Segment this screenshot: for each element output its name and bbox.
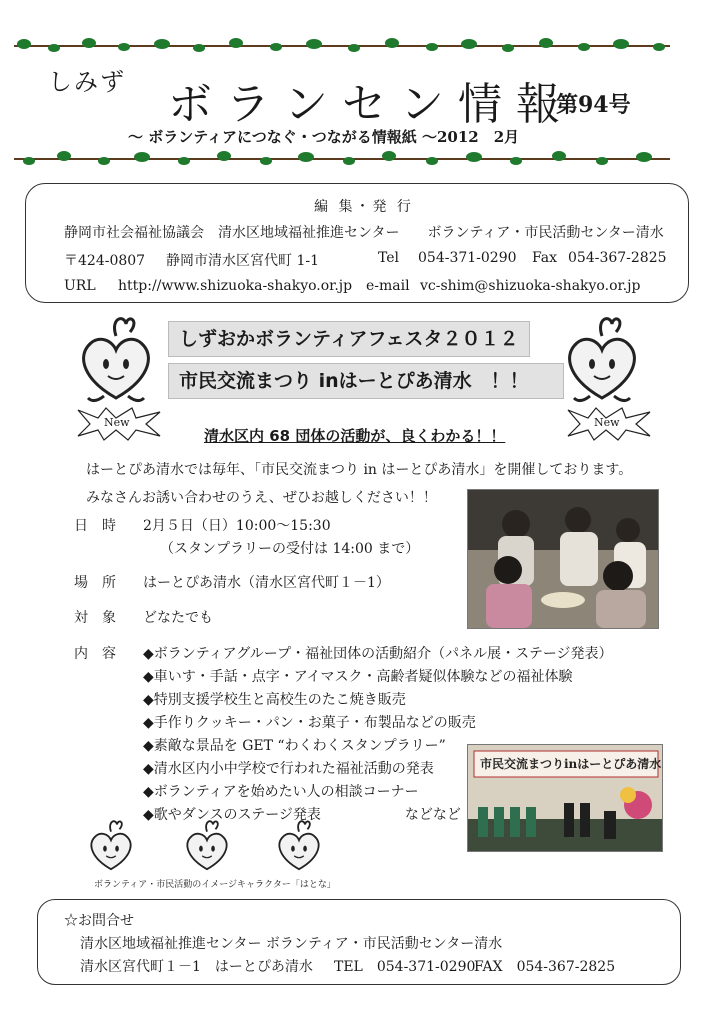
intro-line-1: はーとぴあ清水では毎年、「市民交流まつり in はーとぴあ清水」を開催しております。 [86, 462, 633, 478]
mascot-hatona-small-1 [84, 816, 138, 874]
masthead-title: ボランセン情報 [168, 79, 574, 130]
place-label: 場所 [74, 575, 130, 591]
content-item: ◆特別支援学校生と高校生のたこ焼き販売 [143, 692, 406, 708]
fax-label: Fax [532, 250, 558, 266]
date-note: （スタンプラリーの受付は 14:00 まで） [160, 541, 420, 557]
mascot-hatona-small-3 [272, 816, 326, 874]
fax-number: 054-367-2825 [568, 250, 667, 266]
content-item: ◆歌やダンスのステージ発表 などなど [143, 807, 461, 823]
event-banner-festa: しずおかボランティアフェスタ２０１２ [168, 321, 530, 357]
date-value: 2月５日（日）10:00～15:30 [143, 518, 331, 534]
mascot-hatona-left [74, 310, 158, 406]
tel-label: Tel [378, 250, 400, 266]
postal-code: 〒424-0807 [64, 253, 146, 269]
masthead-city: しみず [48, 68, 126, 96]
contact-address: 清水区宮代町１－1 はーとぴあ清水 [80, 959, 313, 975]
content-item: ◆清水区内小中学校で行われた福祉活動の発表 [143, 761, 434, 777]
bottom-vine-decoration [14, 150, 670, 168]
new-badge-left [76, 406, 162, 442]
url-label: URL [64, 278, 96, 294]
publisher-info-box [25, 183, 689, 303]
publisher-address: 静岡市清水区宮代町 1-1 [166, 253, 319, 269]
new-badge-right-text: New [594, 416, 620, 429]
email-link[interactable]: vc-shim@shizuoka-shakyo.or.jp [420, 278, 641, 294]
date-label: 日時 [74, 518, 130, 534]
masthead-subtitle: ～ ボランティアにつなぐ・つながる情報紙 ～2012 2月 [128, 128, 520, 146]
new-badge-right [566, 406, 652, 442]
website-link[interactable]: http://www.shizuoka-shakyo.or.jp [118, 278, 353, 294]
event-headline: 清水区内 68 団体の活動が、良くわかる！！ [204, 427, 506, 445]
contact-heading: ☆お問合せ [64, 913, 134, 929]
content-item: ◆ボランティアグループ・福祉団体の活動紹介（パネル展・ステージ発表） [143, 646, 613, 662]
email-label: e-mail [366, 278, 410, 294]
character-caption: ボランティア・市民活動のイメージキャラクター「はとな」 [94, 880, 336, 890]
target-label: 対象 [74, 610, 130, 626]
mascot-hatona-right [560, 310, 644, 406]
new-badge-left-text: New [104, 416, 130, 429]
target-value: どなたでも [143, 610, 213, 626]
publisher-org: 静岡市社会福祉協議会 清水区地域福祉推進センター ボランティア・市民活動センター清水 [64, 225, 664, 241]
mascot-hatona-small-2 [180, 816, 234, 874]
contact-tel: TEL 054-371-0290 [334, 959, 476, 975]
content-item: ◆車いす・手話・点字・アイマスク・高齢者疑似体験などの福祉体験 [143, 669, 573, 685]
event-banner-festival: 市民交流まつり inはーとぴあ清水 ！！ [168, 363, 564, 399]
photo-stage-event [467, 744, 663, 852]
top-vine-decoration [14, 37, 670, 55]
tel-number: 054-371-0290 [418, 250, 517, 266]
intro-line-2: みなさんお誘い合わせのうえ、ぜひお越しください！！ [86, 490, 437, 506]
contact-fax: FAX 054-367-2825 [474, 959, 616, 975]
stage-sign-text: 市民交流まつりinはーとぴあ清水 [480, 757, 662, 771]
content-item: ◆素敵な景品を GET “わくわくスタンプラリー” [143, 738, 446, 754]
issue-number: 第94号 [556, 92, 631, 118]
content-item: ◆ボランティアを始めたい人の相談コーナー [143, 784, 419, 800]
content-label: 内容 [74, 646, 130, 662]
contact-org: 清水区地域福祉推進センター ボランティア・市民活動センター清水 [80, 936, 503, 952]
contact-box [37, 899, 681, 985]
photo-cooking-activity [467, 489, 659, 629]
content-item: ◆手作りクッキー・パン・お菓子・布製品などの販売 [143, 715, 476, 731]
place-value: はーとぴあ清水（清水区宮代町１－1） [143, 575, 390, 591]
publisher-heading: 編 集・発 行 [314, 199, 414, 215]
